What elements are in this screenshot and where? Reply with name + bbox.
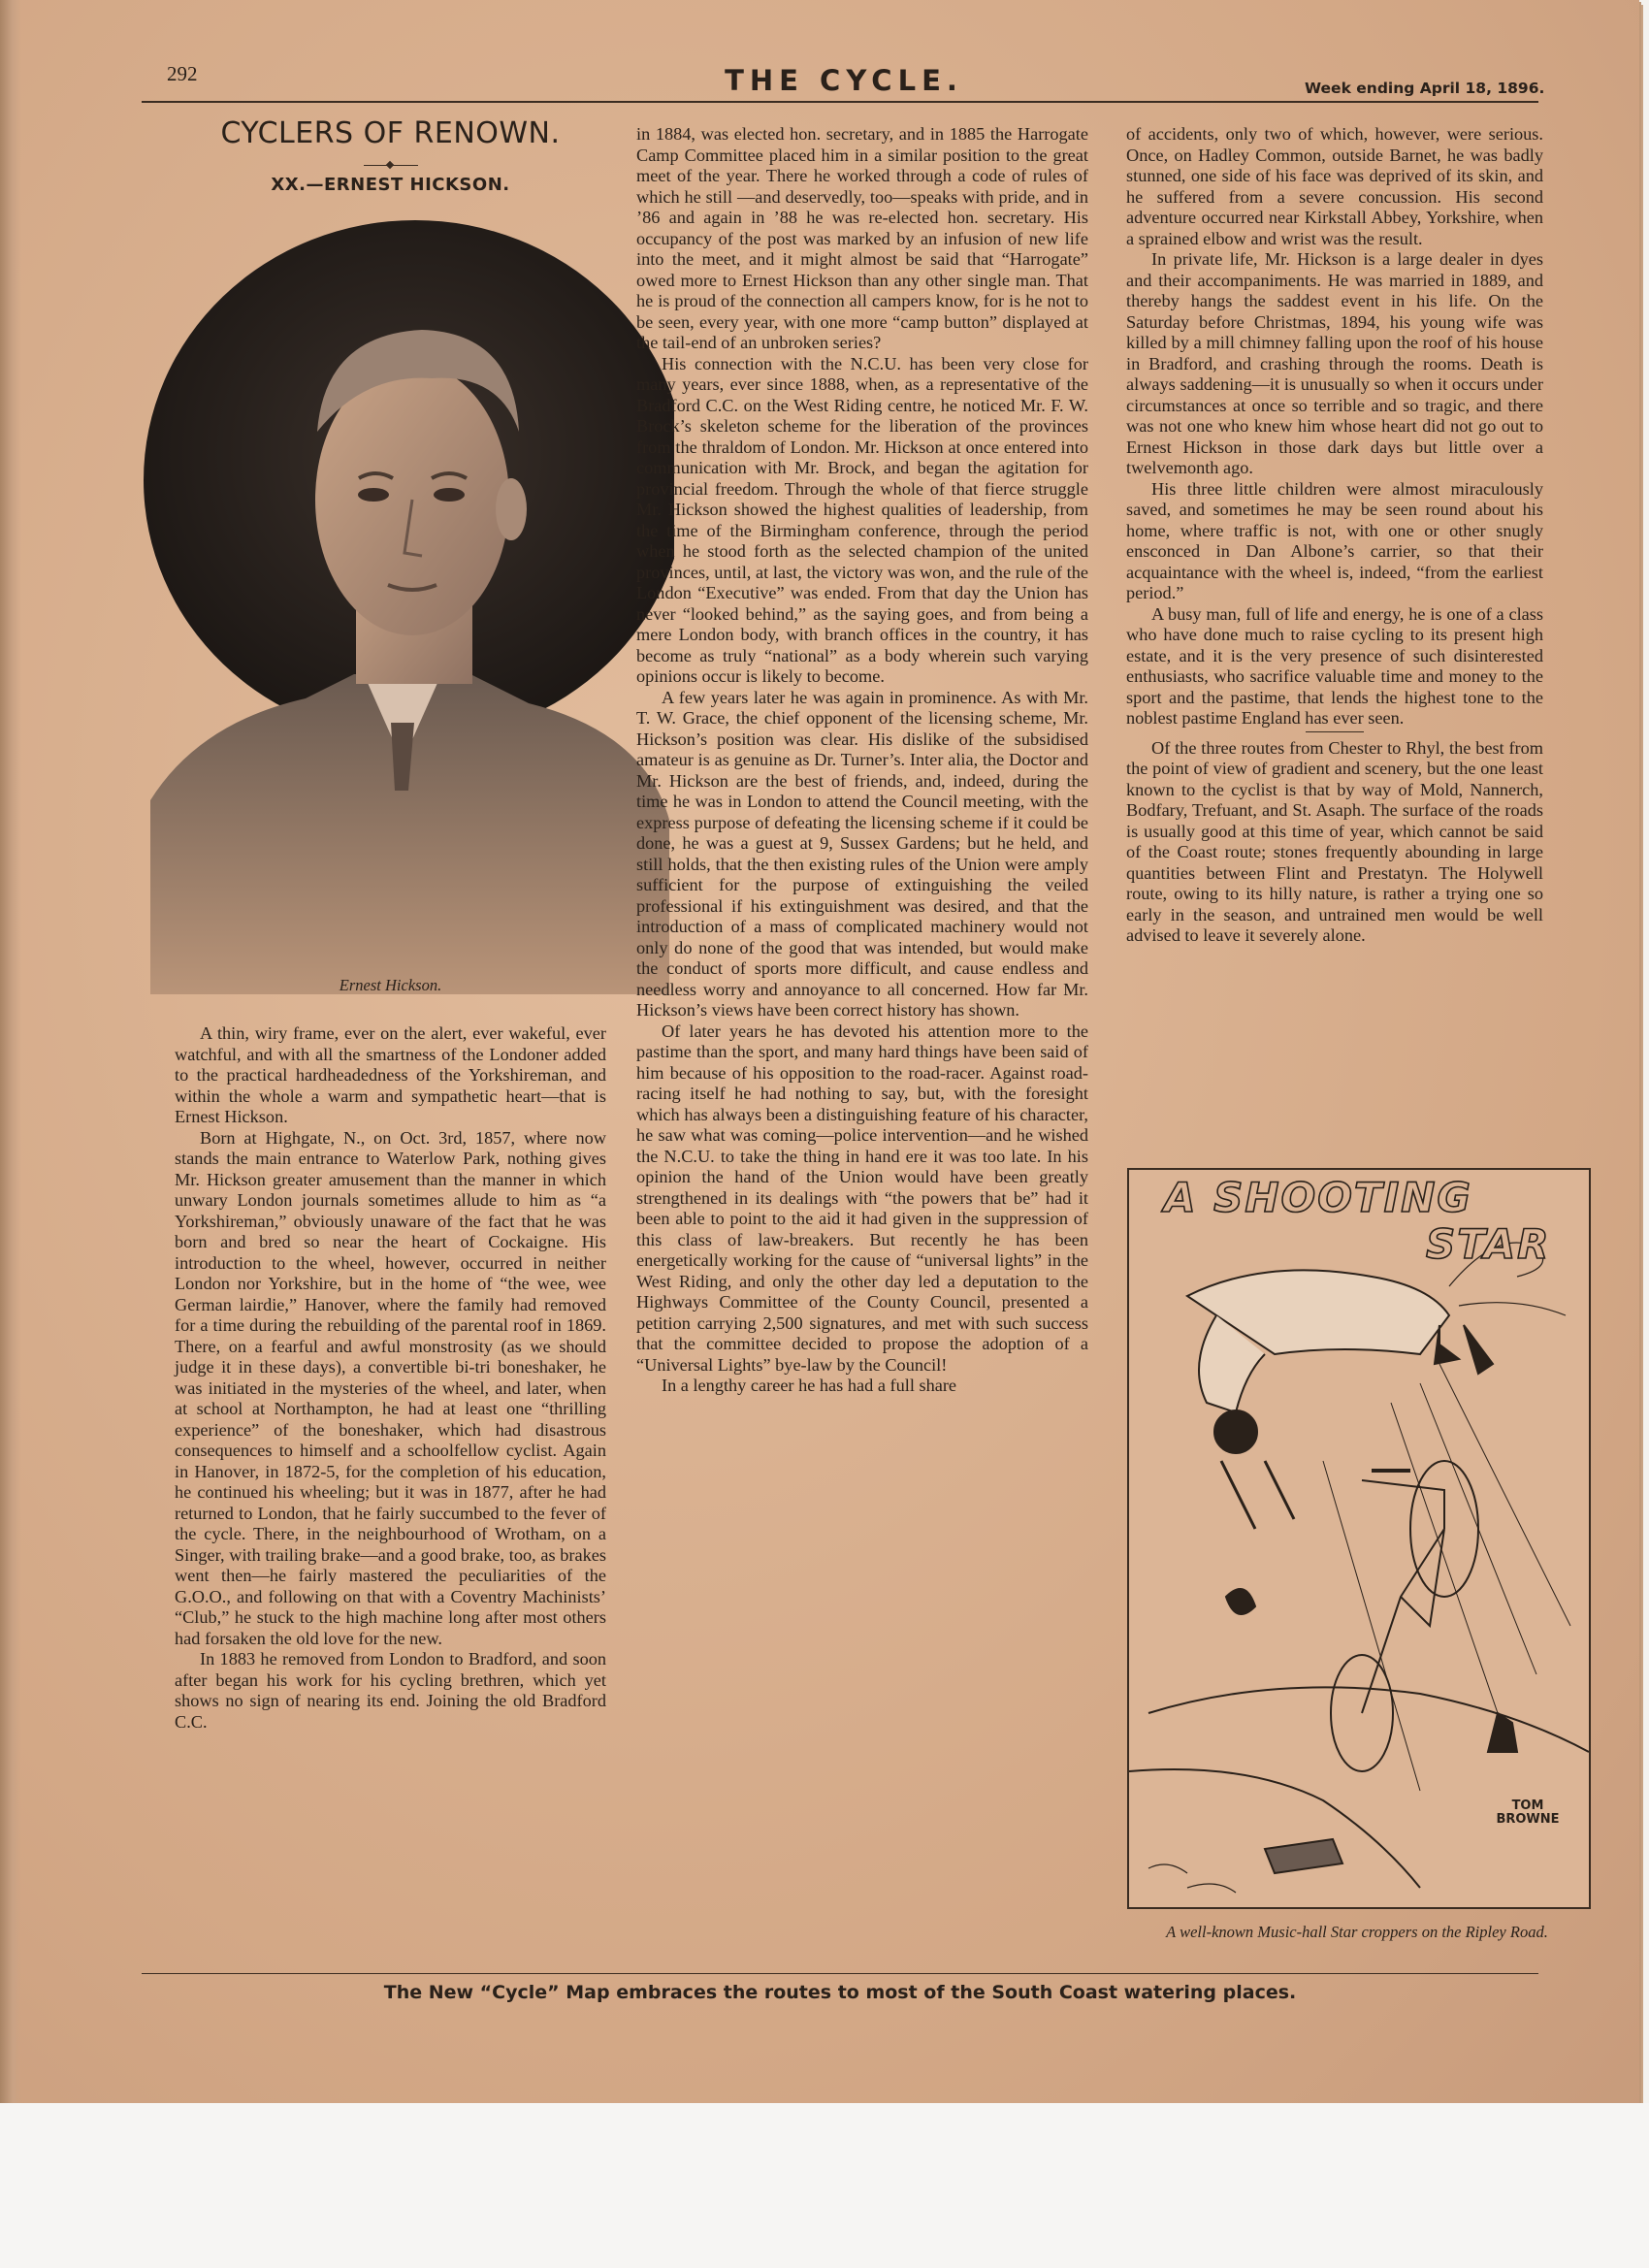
- section-divider: [1306, 731, 1364, 732]
- paragraph: In 1883 he removed from London to Bradford, and soon after began his work for his cycling brethren, which yet shows no sign of nearing its end. Joining the old Bradford C.C.: [175, 1649, 606, 1732]
- route-note: Of the three routes from Chester to Rhyl, the best from the point of view of gradient and scenery, but the one least known to the cyclist is that by way of Mold, Nannerch, Bodfary, Trefuant, and St. Asaph. The surface of the roads is usually good at this time of year, which cannot be said of the Coast route; stones frequently abounding in large quantities between Flint and Prestatyn. The Holywell route, owing to its hilly nature, is rather a trying one so early in the season, and untrained men would be well advised to leave it severely alone.: [1126, 737, 1543, 945]
- paragraph: His connection with the N.C.U. has been very close for many years, ever since 1888, when, as a representative of the Bradford C.C. on the West Riding centre, he noticed Mr. F. W. Brock’s skeleton scheme for the liberation of the provinces from the thraldom of London. Mr. Hickson at once entered into communication with Mr. Brock, and began the agitation for provincial freedom. Through the whole of that fierce struggle Mr. Hickson showed the highest qualities of leadership, from the time of the Birmingham conference, through the period when he stood forth as the selected champion of the united provinces, until, at last, the victory was won, and the rule of the London “Executive” was ended. From that day the Union has never “looked behind,” as the saying goes, and from being a mere London body, with branch offices in the country, it has become as truly “national” as a body wherein such varying opinions occur is likely to become.: [636, 353, 1088, 686]
- footer-rule: [142, 1973, 1538, 1974]
- scan-background: [0, 2103, 1649, 2268]
- paragraph: His three little children were almost miraculously saved, and sometimes he may be seen round about his home, where traffic is not, with one or other snugly ensconced in Dan Albone’s carrier, so that their acquaintance with the wheel is, indeed, “from the earliest period.”: [1126, 478, 1543, 602]
- page-spine-shadow: [0, 0, 21, 2103]
- portrait-illustration: [141, 218, 674, 1014]
- article-subtitle: XX.—ERNEST HICKSON.: [271, 175, 510, 195]
- portrait-caption: Ernest Hickson.: [339, 976, 442, 994]
- paragraph: A busy man, full of life and energy, he is one of a class who have done much to raise cycling to its present high estate, and it is the very presence of such disinterested enthusiasts, who sacrifice valuable time and money to the sport and the pastime, that lends the highest tone to the noblest pastime England has ever seen.: [1126, 603, 1543, 728]
- article-column-3: [1126, 124, 1543, 947]
- paragraph: in 1884, was elected hon. secretary, and in 1885 the Harrogate Camp Committee placed him in a similar position to the great meet of the year. There he worked through a code of rules of which he still —and deservedly, too—speaks with pride, and in ’86 and again in ’88 he was re-elected hon. secretary. His occupancy of the post was marked by an infusion of new life into the meet, and it might almost be said that “Harrogate” owed more to Ernest Hickson than any other single man. That he is proud of the connection all campers know, for is he not to be seen, every year, with one more “camp button” displayed at the tail-end of an unbroken series?: [636, 124, 1088, 352]
- paragraph: In a lengthy career he has had a full share: [662, 1376, 957, 1395]
- paragraph: In private life, Mr. Hickson is a large dealer in dyes and their accompaniments. He was married in 1889, and thereby hangs the saddest event in his life. On the Saturday before Christmas, 1894, his young wife was killed by a mill chimney falling upon the roof of his house in Bradford, and crashing through the rooms. Death is always saddening—it is unusually so when it occurs under circumstances at once so terrible and so tragic, and there was not one who knew him whose heart did not go out to Ernest Hickson in those dark days but little over a twelvemonth ago.: [1126, 249, 1543, 477]
- cartoon-caption: A well-known Music-hall Star croppers on the Ripley Road.: [1166, 1923, 1548, 1941]
- cartoon-title-line1: A SHOOTING: [1164, 1174, 1472, 1221]
- paragraph: Born at Highgate, N., on Oct. 3rd, 1857, where now stands the main entrance to Waterlow Park, nothing gives Mr. Hickson greater amusement than the manner in which unwary London journals sometimes allude to him as “a Yorkshireman,” obviously unaware of the fact that he was born and bred so near the heart of Cockaigne. His introduction to the wheel, however, occurred in neither London nor Yorkshire, but in the home of “the wee, wee German lairdie,” Hanover, where the family had removed for a time during the rebuilding of the parental roof in 1869. There, on a fearful and awful monstrosity (as we should judge it in these days), a convertible bi-tri boneshaker, he was initiated in the mysteries of the wheel, and later, when at school at Northampton, he had at least one “thrilling experience” of the boneshaker, which had disastrous consequences to himself and a schoolfellow cyclist. Again in Hanover, in 1872-5, for the completion of his education, he continued his wheeling; but it was in 1877, after he had returned to London, that he fairly succumbed to the fever of the cycle. There, in the neighbourhood of Wrotham, on a Singer, with trailing brake—and a good brake, too, as brakes went then—he fairly mastered the peculiarities of the G.O.O., and following on that with a Coventry Machinists’ “Club,” he stuck to the high machine long after most others had forsaken the old love for the new.: [175, 1127, 606, 1648]
- cartoon-illustration: [1129, 1170, 1589, 1907]
- masthead: THE CYCLE.: [725, 64, 963, 97]
- paragraph: A thin, wiry frame, ever on the alert, ever wakeful, ever watchful, and with all the smartness of the Londoner added to the practical hardheadedness of the Yorkshireman, and within the whole a warm and sympathetic heart—that is Ernest Hickson.: [175, 1023, 606, 1126]
- article-column-2: [636, 124, 1088, 1397]
- artist-signature: TOM BROWNE: [1496, 1798, 1560, 1827]
- header-rule: [142, 101, 1538, 103]
- paragraph: Of later years he has devoted his attention more to the pastime than the sport, and many hard things have been said of him because of his opposition to the road-racer. Against road-racing itself he had nothing to say, but, with the foresight which has always been a distinguishing feature of his character, he saw what was coming—police intervention—and he wished the N.C.U. to take the thing in hand ere it was too late. In his opinion the hand of the Union would have been greatly strengthened in its dealings with “the powers that be” had it been able to point to the aid it had given in the suppression of this class of law-breakers. But recently he has been energetically working for the cause of “universal lights” in the West Riding, and only the other day led a deputation to the Highways Committee of the County Council, presented a petition carrying 2,500 signatures, and met with such success that the committee decided to propose the adoption of a “Universal Lights” bye-law by the Council!: [636, 1021, 1088, 1375]
- issue-date: Week ending April 18, 1896.: [1305, 80, 1545, 97]
- page-number: 292: [167, 62, 198, 85]
- article-title: CYCLERS OF RENOWN.: [220, 116, 561, 150]
- paragraph: A few years later he was again in prominence. As with Mr. T. W. Grace, the chief opponent of the licensing scheme, Mr. Hickson’s position was clear. His dislike of the subsidised amateur is as genuine as Dr. Turner’s. Inter alia, the Doctor and Mr. Hickson are the best of friends, and, indeed, during the time he was in London to attend the Council meeting, with the express purpose of defeating the licensing scheme if it could be done, he was a guest at 9, Sussex Gardens; but he held, and still holds, that the then existing rules of the Union were amply sufficient for the purpose of extinguishing the veiled professional if his extinguishment was desired, and that the introduction of a mass of complicated machinery would not only do none of the good that was intended, but would make the conduct of sports more difficult, and cause endless and needless worry and annoyance to all concerned. How far Mr. Hickson’s views have been correct history has shown.: [636, 687, 1088, 1020]
- cartoon-title-line2: STAR: [1426, 1220, 1551, 1268]
- footer-advert: The New “Cycle” Map embraces the routes to most of the South Coast watering places.: [383, 1982, 1297, 2003]
- title-ornament: [364, 165, 418, 166]
- paragraph: of accidents, only two of which, however, were serious. Once, on Hadley Common, outside Barnet, he was badly stunned, one side of his face was deprived of its skin, and he suffered from a severe concussion. His second adventure occurred near Kirkstall Abbey, Yorkshire, when a sprained elbow and wrist was the result.: [1126, 124, 1543, 248]
- article-column-1: [175, 1023, 606, 1733]
